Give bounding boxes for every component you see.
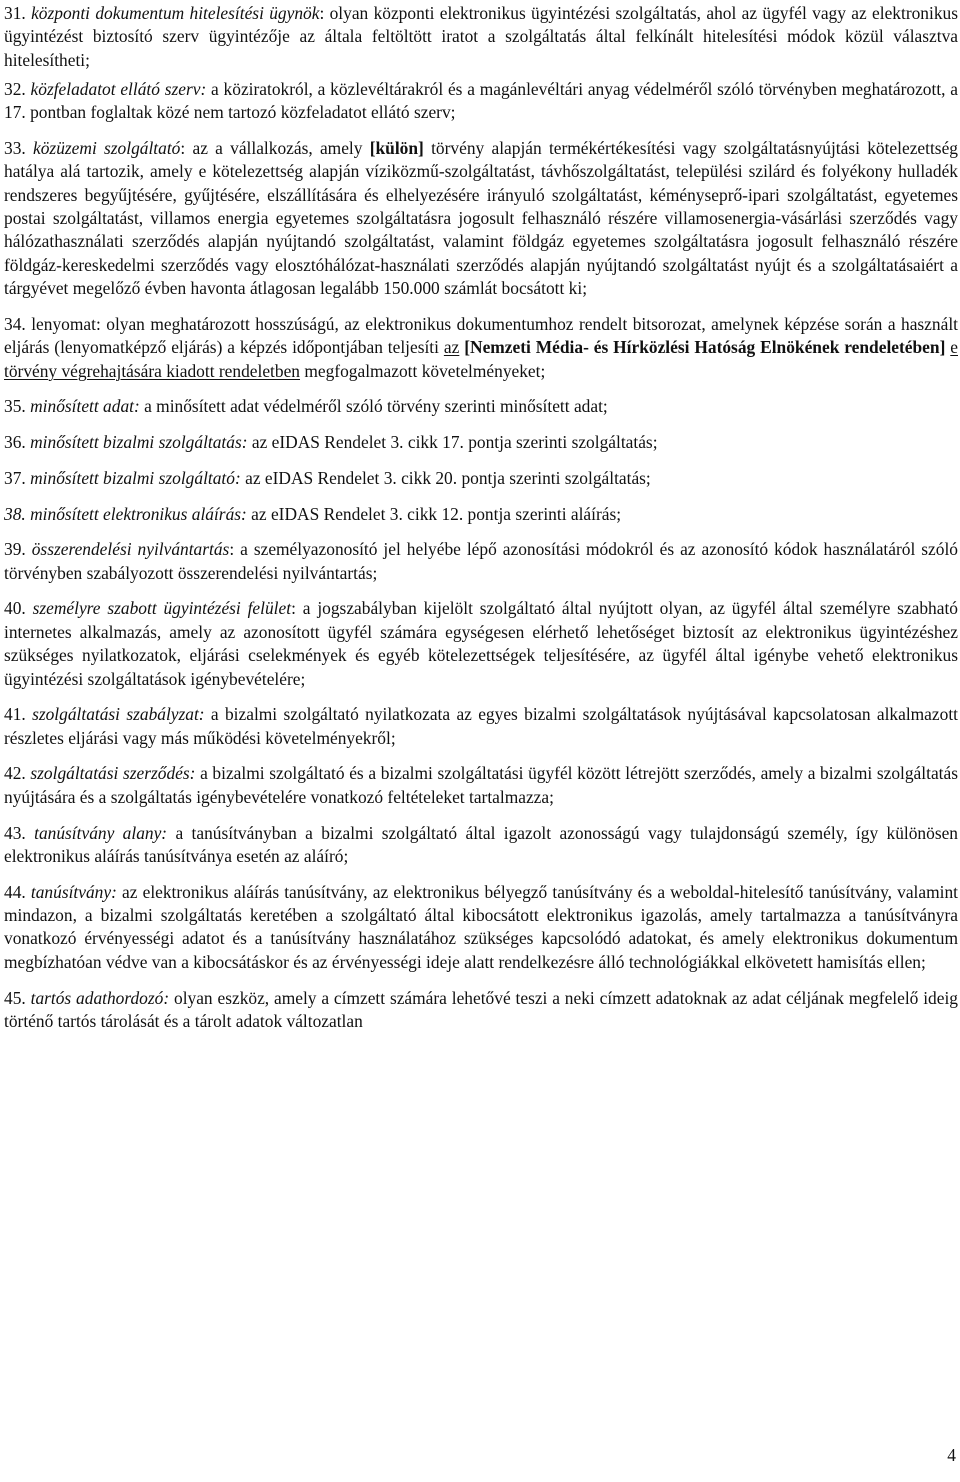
item-number: 41. (4, 704, 26, 725)
definition-41 (4, 703, 958, 750)
defined-term: személyre szabott ügyintézési felület (32, 598, 292, 619)
definition-text: az eIDAS Rendelet 3. cikk 17. pontja szerinti szolgáltatás; (247, 432, 658, 453)
term-separator: : (229, 539, 235, 560)
item-number: 32. (4, 78, 26, 99)
definition-40 (4, 597, 958, 691)
definition-text: olyan eszköz, amely a címzett számára lehetővé teszi a neki címzett adatoknak az adat céljának megfelelő ideig történő tartós tárolását és a tárolt adatok változatlan (4, 987, 958, 1031)
defined-term: szolgáltatási szabályzat: (32, 704, 205, 725)
item-number: 34. (4, 313, 26, 334)
item-number: 40. (4, 598, 26, 619)
item-number: 37. (4, 467, 26, 488)
definition-37 (4, 467, 958, 490)
deleted-text-bracket: [Nemzeti Média- és Hírközlési Hatóság Elnökének rendeletében] (464, 337, 946, 358)
item-number: 43. (4, 822, 26, 843)
defined-term: minősített bizalmi szolgáltató: (30, 467, 241, 488)
definition-44 (4, 881, 958, 975)
definition-text: a tanúsítványban a bizalmi szolgáltató által igazolt azonosságú vagy tulajdonságú személy, így különösen elektronikus aláírás tanúsítványa esetén az aláíró; (4, 822, 959, 866)
defined-term: központi dokumentum hitelesítési ügynök (31, 3, 320, 23)
defined-term: közfeladatot ellátó szerv: (30, 78, 207, 99)
definition-text: a bizalmi szolgáltató nyilatkozata az egyes bizalmi szolgáltatások nyújtásával kapcsolatosan alkalmazott részletes eljárási vagy más működési követelményekről; (4, 704, 958, 748)
definition-text: a személyazonosító jel helyébe lépő azonosítási módokról és az azonosító kódok használatáról szóló törvényben szabályozott összerendelési nyilvántartás; (4, 539, 958, 583)
defined-term: tanúsítvány alany: (34, 822, 168, 843)
defined-term: minősített bizalmi szolgáltatás: (30, 432, 248, 453)
definition-text: a minősített adat védelméről szóló törvény szerinti minősített adat; (139, 396, 608, 417)
definition-text: az eIDAS Rendelet 3. cikk 20. pontja szerinti szolgáltatás; (240, 467, 651, 488)
definition-35 (4, 395, 958, 418)
document-body (4, 2, 958, 1046)
inserted-text: az (443, 337, 460, 358)
defined-term: szolgáltatási szerződés: (30, 763, 196, 784)
definition-text: olyan meghatározott hosszúságú, az elektronikus dokumentumhoz rendelt bitsorozat, amelynek képzése során a használt eljárás (lenyomatképző eljárás) a képzés időpontjában teljesíti (4, 313, 958, 358)
definition-text: az eIDAS Rendelet 3. cikk 12. pontja szerinti aláírás; (246, 503, 622, 524)
definition-text: olyan központi elektronikus ügyintézési szolgáltatás, ahol az ügyfél vagy az elektronikus ügyintézést biztosító szerv ügyintézője az általa feltöltött iratot a szolgáltatás által felkínált hitelesítési módok közül választva hitelesítheti; (4, 3, 958, 70)
definition-38 (4, 503, 958, 526)
item-number: 44. (4, 881, 26, 902)
item-number: 45. (4, 987, 26, 1008)
item-number: 31. (4, 3, 26, 23)
definition-45 (4, 987, 958, 1034)
definition-36 (4, 431, 958, 454)
term-separator: : (319, 3, 325, 23)
item-number: 36. (4, 432, 26, 453)
definition-32 (4, 78, 958, 125)
term-separator: : (291, 598, 296, 619)
definition-31 (4, 2, 958, 72)
definition-text-continued: megfogalmazott követelményeket; (300, 360, 546, 381)
definition-42 (4, 762, 958, 809)
term-separator: : (180, 137, 186, 158)
inserted-text-2: e törvény végrehajtására kiadott rendeletben (4, 337, 958, 381)
term-separator: : (95, 313, 101, 334)
defined-term: tartós adathordozó: (30, 987, 170, 1008)
defined-term: lenyomat (31, 313, 96, 334)
definition-text: a köziratokról, a közlevéltárakról és a magánlevéltári anyag védelméről szóló törvényben meghatározott, a 17. pontban foglaltak közé nem tartozó közfeladatot ellátó szerv; (4, 78, 958, 123)
defined-term: minősített adat: (30, 396, 140, 417)
definition-text: a bizalmi szolgáltató és a bizalmi szolgáltatási ügyfél között létrejött szerződés, amely a bizalmi szolgáltatás nyújtására és a szolgáltatás igénybevételére vonatkozó feltételeket tartalmazza; (4, 763, 958, 807)
definition-34 (4, 313, 958, 383)
defined-term: közüzemi szolgáltató (33, 137, 181, 158)
defined-term: minősített elektronikus aláírás: (30, 503, 247, 524)
defined-term: tanúsítvány: (30, 881, 117, 902)
definition-text: az elektronikus aláírás tanúsítvány, az elektronikus bélyegző tanúsítvány és a weboldal-hitelesítő tanúsítvány, valamint mindazon, a bizalmi szolgáltatás keretében a szolgáltató által kibocsátott elektronikus igazolás, amely tartalmazza a tanúsítványra vonatkozó érvényességi adatot és a tanúsítvány használatához szükséges kapcsolódó adatokat, és amely elektronikus dokumentum megbízhatóan védve van a kibocsátáskor és az érvényességi ideje alatt rendelkezésre álló technológiákkal elkövetett hamisítás ellen; (4, 881, 958, 972)
definition-text: a jogszabályban kijelölt szolgáltató által nyújtott olyan, az ügyfél által személyre szabható internetes alkalmazás, amely az azonosított ügyfél számára egységesen elérhető lehetőséget biztosít az elektronikus ügyintézéshez szükséges nyilatkozatok, eljárási cselekmények és egyéb kötelezettségek teljesítésére, az ügyfél által igénybe vehető elektronikus ügyintézési szolgáltatások igénybevételére; (4, 598, 958, 689)
definition-39 (4, 538, 958, 585)
item-number: 33. (4, 137, 26, 158)
definition-text-continued: törvény alapján termékértékesítési vagy szolgáltatásnyújtási kötelezettség hatálya alá tartozik, amely e kötelezettség alapján víziközmű-szolgáltatást, távhőszolgáltatást, települési szilárd és folyékony hulladék rendszeres begyűjtésére, gyűjtésére, elszállítására és elhelyezésére irányuló szolgáltatást, kéményseprő-ipari szolgáltatást, egyetemes postai szolgáltatást, villamos energia egyetemes szolgáltatásra jogosult felhasználó részére villamosenergia-vásárlási szerződés vagy hálózathasználati szerződés alapján nyújtandó szolgáltatást, valamint földgáz egyetemes szolgáltatásra jogosult felhasználó részére földgáz-kereskedelmi szerződés vagy elosztóhálózat-használati szerződés alapján nyújtandó szolgáltatást nyújt és a szolgáltatásaiért a tárgyévet megelőző évben havonta átlagosan legalább 150.000 számlát bocsátott ki; (4, 137, 958, 299)
item-number: 42. (4, 763, 26, 784)
deleted-text-bracket: [külön] (369, 137, 424, 158)
item-number: 35. (4, 396, 26, 417)
definition-43 (4, 822, 958, 869)
definition-text: az a vállalkozás, amely (185, 137, 370, 158)
definition-33 (4, 137, 958, 301)
page-number: 4 (947, 1445, 956, 1465)
item-number: 38. (4, 503, 26, 524)
defined-term: összerendelési nyilvántartás (31, 539, 230, 560)
item-number: 39. (4, 539, 26, 560)
